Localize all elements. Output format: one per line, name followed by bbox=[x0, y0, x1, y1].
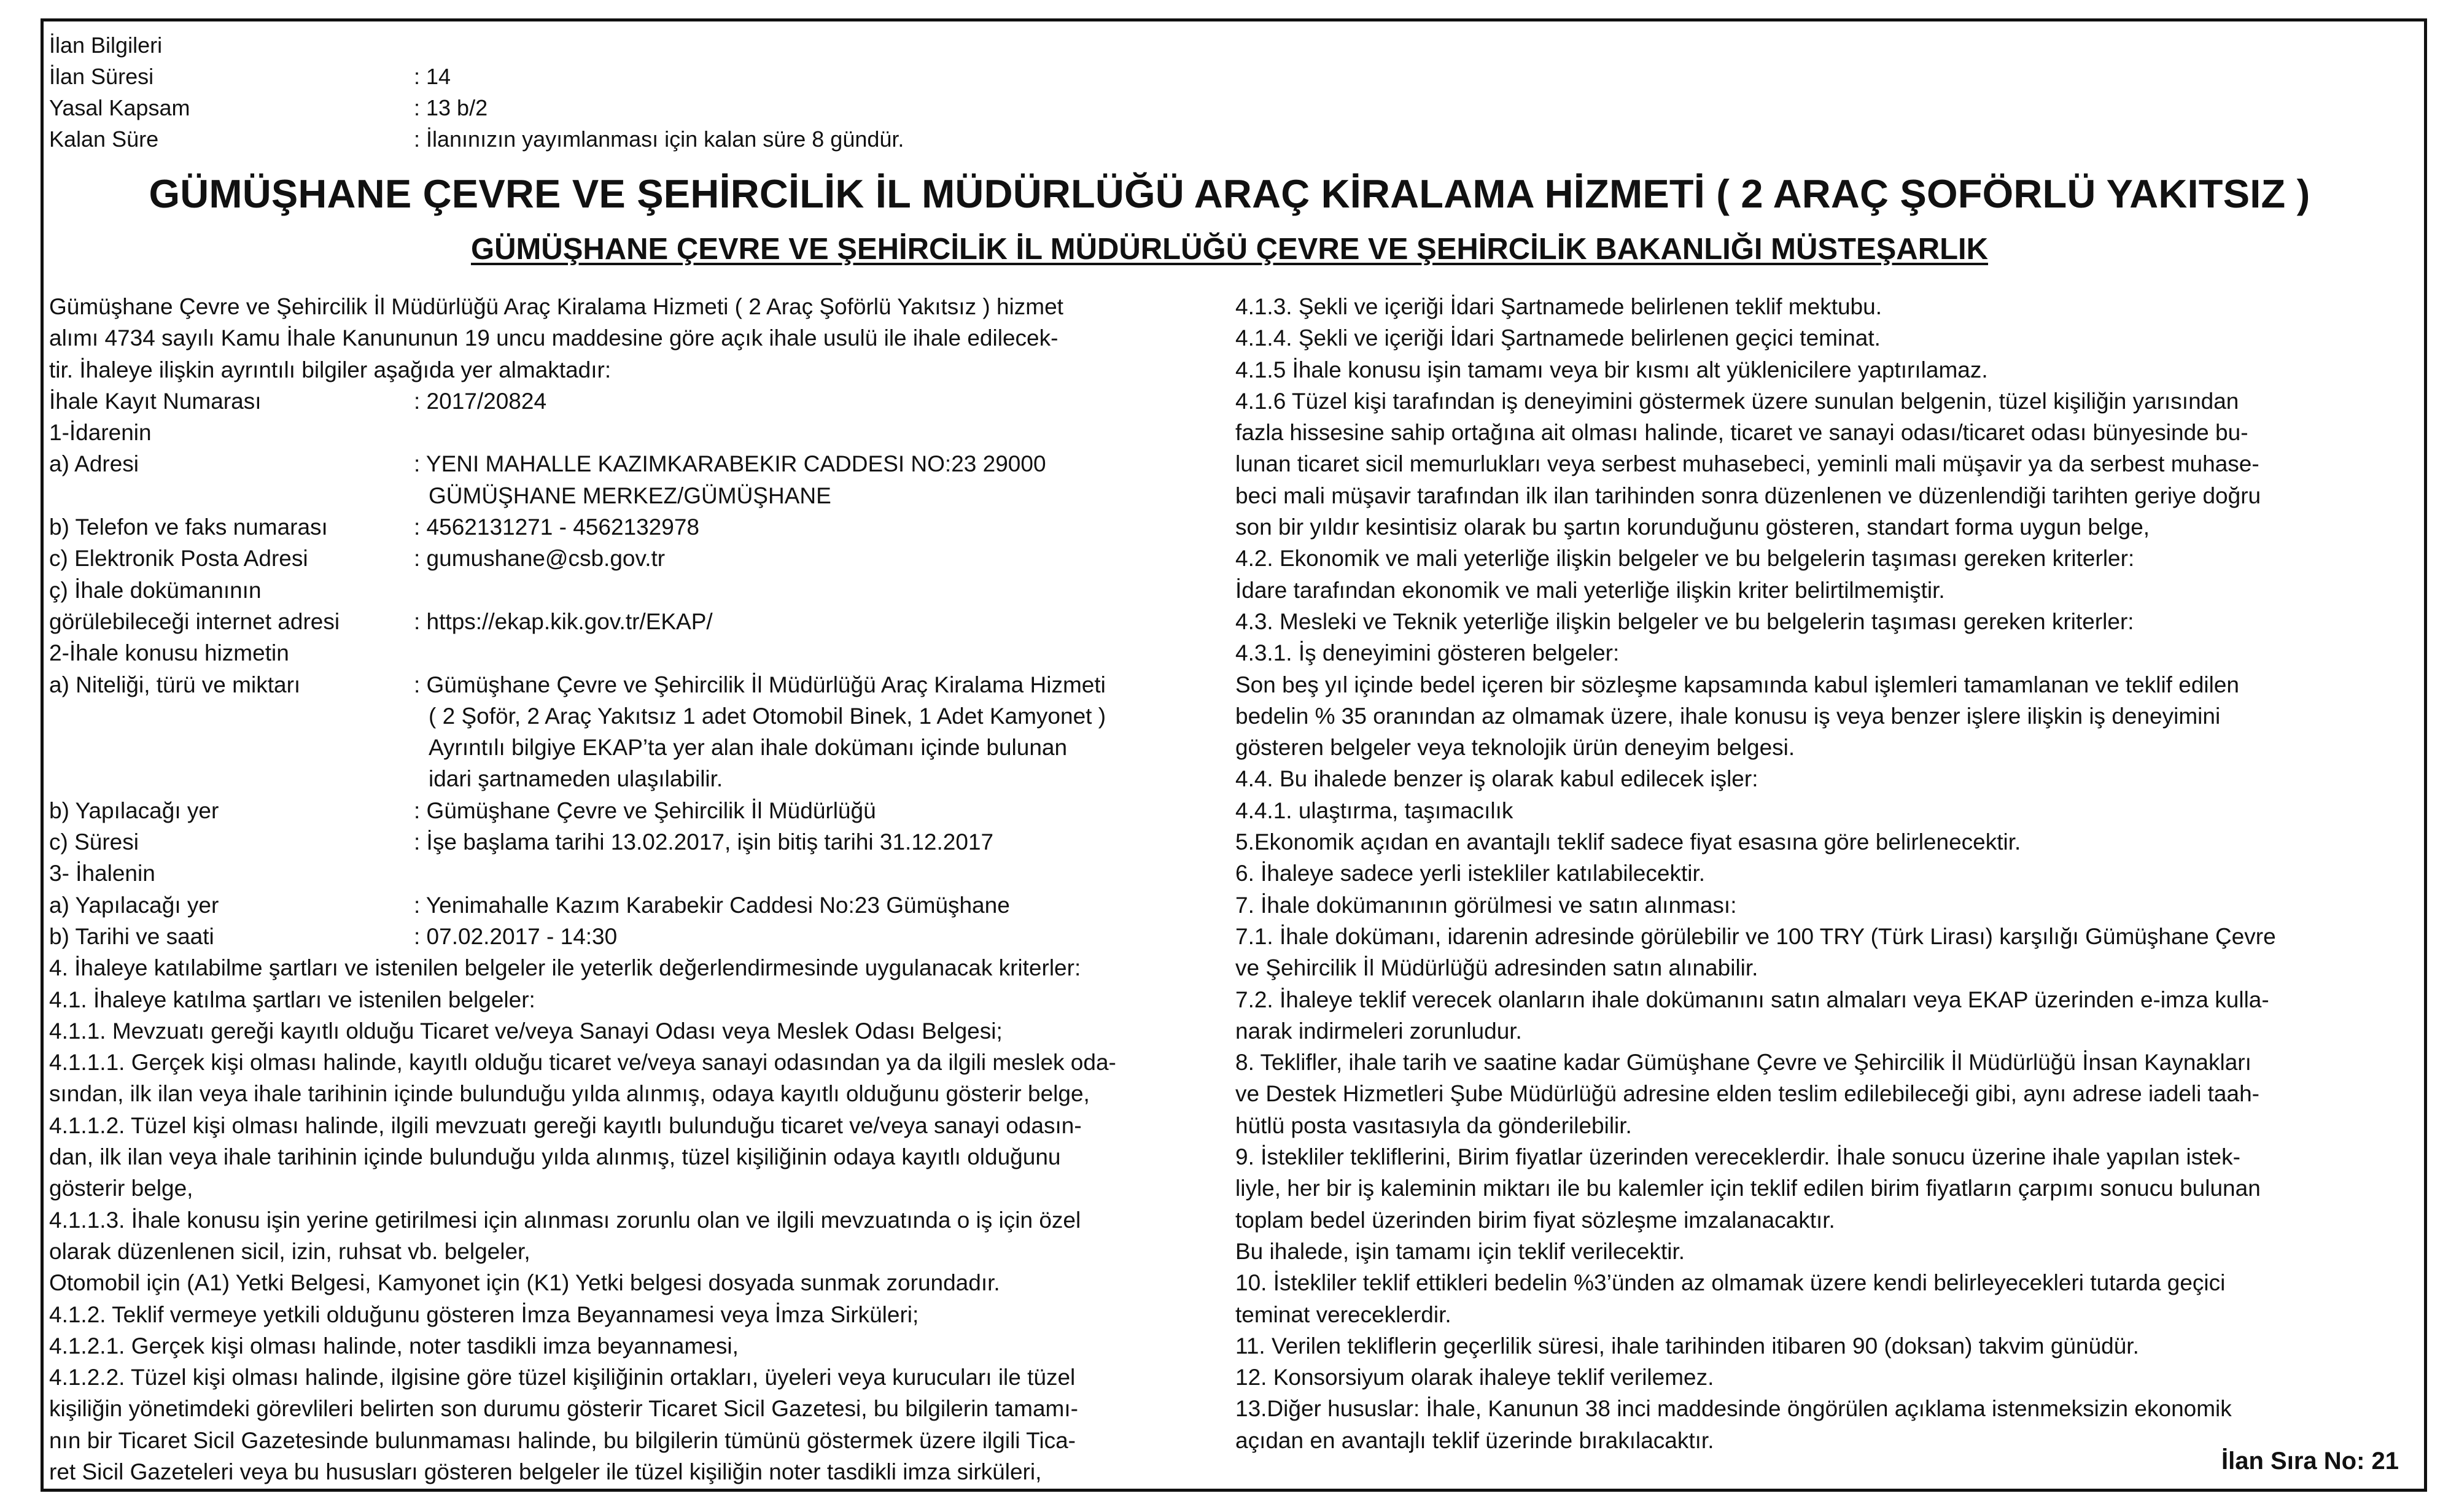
notice-sequence-number: İlan Sıra No: 21 bbox=[2221, 1448, 2399, 1475]
section-heading: 3- İhalenin bbox=[49, 861, 155, 886]
body-line: Bu ihalede, işin tamamı için teklif verilecektir. bbox=[1235, 1238, 1685, 1264]
field-value: : İşe başlama tarihi 13.02.2017, işin bitiş tarihi 31.12.2017 bbox=[414, 829, 994, 855]
info-row-duration bbox=[49, 61, 904, 92]
body-line: liyle, her bir iş kaleminin miktarı ile bu kalemler için teklif edilen birim fiyatların çarpımı sonucu bulunan bbox=[1235, 1176, 2261, 1201]
field-label: b) Tarihi ve saati bbox=[49, 923, 214, 949]
field-label: a) Niteliği, türü ve miktarı bbox=[49, 672, 301, 697]
body-line: lunan ticaret sicil memurlukları veya serbest muhasebeci, yeminli mali müşavir ya da serbest muhase- bbox=[1235, 451, 2259, 477]
body-line: 7. İhale dokümanının görülmesi ve satın alınması: bbox=[1235, 892, 1737, 918]
body-line: nın bir Ticaret Sicil Gazetesinde bulunmaması halinde, bu bilgilerin tümünü göstermek üzere ilgili Tica- bbox=[49, 1427, 1076, 1453]
body-line: 8. Teklifler, ihale tarih ve saatine kadar Gümüşhane Çevre ve Şehircilik İl Müdürlüğü İnsan Kaynakları bbox=[1235, 1050, 2251, 1076]
notice-info bbox=[49, 29, 904, 155]
body-line: 4.4.1. ulaştırma, taşımacılık bbox=[1235, 797, 1513, 823]
section-heading: 2-İhale konusu hizmetin bbox=[49, 640, 289, 666]
field-value: : Gümüşhane Çevre ve Şehircilik İl Müdürlüğü Araç Kiralama Hizmeti bbox=[414, 672, 1106, 697]
field-label: a) Yapılacağı yer bbox=[49, 892, 219, 918]
body-line: 4.1.2.1. Gerçek kişi olması halinde, noter tasdikli imza beyannamesi, bbox=[49, 1333, 739, 1359]
field-label: b) Yapılacağı yer bbox=[49, 797, 219, 823]
body-line: 11. Verilen tekliflerin geçerlilik süresi, ihale tarihinden itibaren 90 (doksan) takvim günüdür. bbox=[1235, 1333, 2139, 1359]
email-value[interactable]: : gumushane@csb.gov.tr bbox=[414, 546, 666, 572]
field-value: : Yenimahalle Kazım Karabekir Caddesi No:23 Gümüşhane bbox=[414, 892, 1010, 918]
body-line: 12. Konsorsiyum olarak ihaleye teklif verilemez. bbox=[1235, 1365, 1714, 1390]
body-line: beci mali müşavir tarafından ilk ilan tarihinden sonra düzenlenen ve düzenlendiği tarihten geriye doğru bbox=[1235, 483, 2261, 508]
body-line: Son beş yıl içinde bedel içeren bir sözleşme kapsamında kabul işlemleri tamamlanan ve teklif edilen bbox=[1235, 672, 2239, 697]
telefon-row bbox=[49, 511, 1219, 543]
body-line: 10. İstekliler teklif ettikleri bedelin %3’ünden az olmamak üzere kendi belirleyecekleri tutarda geçici bbox=[1235, 1270, 2226, 1296]
body-line: 4.1.4. Şekli ve içeriği İdari Şartnamede belirlenen geçici teminat. bbox=[1235, 325, 1881, 351]
field-value: : Gümüşhane Çevre ve Şehircilik İl Müdürlüğü bbox=[414, 797, 876, 823]
field-label: İhale Kayıt Numarası bbox=[49, 388, 262, 414]
ihale-yer-row bbox=[49, 890, 1219, 921]
body-line: fazla hissesine sahip ortağına ait olması halinde, ticaret ve sanayi odası/ticaret odası bünyesinde bu- bbox=[1235, 420, 2248, 446]
body-line: 4.1.6 Tüzel kişi tarafından iş deneyimini göstermek üzere sunulan belgenin, tüzel kişiliğin yarısından bbox=[1235, 388, 2239, 414]
field-value: : 4562131271 - 4562132978 bbox=[414, 514, 699, 540]
info-value: : 14 bbox=[414, 64, 451, 89]
body-line: 6. İhaleye sadece yerli istekliler katılabilecektir. bbox=[1235, 861, 1706, 886]
body-line: 5.Ekonomik açıdan en avantajlı teklif sadece fiyat esasına göre belirlenecektir. bbox=[1235, 829, 2021, 855]
intro-line: alımı 4734 sayılı Kamu İhale Kanununun 19 uncu maddesine göre açık ihale usulü ile ihale edilecek- bbox=[49, 325, 1059, 351]
field-label: görülebileceği internet adresi bbox=[49, 608, 340, 634]
body-line: 7.2. İhaleye teklif verecek olanların ihale dokümanını satın almaları veya EKAP üzerinden e-imza kulla- bbox=[1235, 987, 2269, 1012]
body-line: 4.1.5 İhale konusu işin tamamı veya bir kısmı alt yüklenicilere yaptırılamaz. bbox=[1235, 357, 1988, 382]
body-line: 4.1.2.2. Tüzel kişi olması halinde, ilgisine göre tüzel kişiliğinin ortakları, üyeleri veya kurucuları ile tüzel bbox=[49, 1365, 1076, 1390]
body-line: gösterir belge, bbox=[49, 1176, 193, 1201]
body-line: ve Destek Hizmetleri Şube Müdürlüğü adresine elden teslim edilebileceği gibi, aynı adrese iadeli taah- bbox=[1235, 1081, 2259, 1107]
field-value: : 07.02.2017 - 14:30 bbox=[414, 923, 618, 949]
field-value-cont: GÜMÜŞHANE MERKEZ/GÜMÜŞHANE bbox=[429, 483, 831, 508]
field-label: ç) İhale dokümanının bbox=[49, 577, 262, 603]
info-label: İlan Süresi bbox=[49, 64, 154, 89]
info-value: : 13 b/2 bbox=[414, 95, 488, 120]
body-line: 4.4. Bu ihalede benzer iş olarak kabul edilecek işler: bbox=[1235, 766, 1758, 792]
body-line: narak indirmeleri zorunludur. bbox=[1235, 1018, 1522, 1044]
ihale-tarih-row bbox=[49, 921, 1219, 952]
field-label: a) Adresi bbox=[49, 451, 139, 477]
body-line: olarak düzenlenen sicil, izin, ruhsat vb. belgeler, bbox=[49, 1238, 530, 1264]
body-line: ret Sicil Gazeteleri veya bu hususları gösteren belgeler ile tüzel kişiliğin noter tasdikli imza sirküleri, bbox=[49, 1459, 1042, 1484]
field-label: b) Telefon ve faks numarası bbox=[49, 514, 328, 540]
body-line: 7.1. İhale dokümanı, idarenin adresinde görülebilir ve 100 TRY (Türk Lirası) karşılığı Gümüşhane Çevre bbox=[1235, 923, 2276, 949]
section-heading: 1-İdarenin bbox=[49, 420, 152, 446]
notice-title: GÜMÜŞHANE ÇEVRE VE ŞEHİRCİLİK İL MÜDÜRLÜĞÜ ARAÇ KİRALAMA HİZMETİ ( 2 ARAÇ ŞOFÖRLÜ YAKITSIZ ) bbox=[149, 171, 2310, 216]
field-value-cont: idari şartnameden ulaşılabilir. bbox=[429, 766, 723, 792]
nitelik-row bbox=[49, 669, 1219, 700]
body-line: 4.1.2. Teklif vermeye yetkili olduğunu gösteren İmza Beyannamesi veya İmza Sirküleri; bbox=[49, 1301, 919, 1327]
adres-row bbox=[49, 448, 1219, 479]
info-label: Yasal Kapsam bbox=[49, 95, 190, 120]
info-label: Kalan Süre bbox=[49, 126, 159, 152]
body-line: hütlü posta vasıtasıyla da gönderilebilir. bbox=[1235, 1112, 1632, 1138]
body-line: bedelin % 35 oranından az olmamak üzere, ihale konusu iş veya benzer işlere ilişkin iş deneyimini bbox=[1235, 703, 2221, 729]
field-value-cont: Ayrıntılı bilgiye EKAP’ta yer alan ihale dokümanı içinde bulunan bbox=[429, 735, 1068, 761]
body-line: Otomobil için (A1) Yetki Belgesi, Kamyonet için (K1) Yetki belgesi dosyada sunmak zorundadır. bbox=[49, 1270, 1000, 1296]
intro-line: Gümüşhane Çevre ve Şehircilik İl Müdürlüğü Araç Kiralama Hizmeti ( 2 Araç Şoförlü Yakıtsız ) hizmet bbox=[49, 294, 1063, 319]
right-column bbox=[1235, 291, 2396, 1456]
field-label: c) Elektronik Posta Adresi bbox=[49, 546, 308, 572]
info-row-remaining bbox=[49, 123, 904, 155]
eposta-row bbox=[49, 543, 1219, 574]
body-line: son bir yıldır kesintisiz olarak bu şartın korunduğunu gösteren, standart forma uygun belge, bbox=[1235, 514, 2150, 540]
body-line: açıdan en avantajlı teklif üzerinde bırakılacaktır. bbox=[1235, 1427, 1714, 1453]
field-value-cont: ( 2 Şoför, 2 Araç Yakıtsız 1 adet Otomobil Binek, 1 Adet Kamyonet ) bbox=[429, 703, 1106, 729]
body-line: dan, ilk ilan veya ihale tarihinin içinde bulunduğu yılda alınmış, tüzel kişiliğinin odaya kayıtlı olduğunu bbox=[49, 1144, 1061, 1170]
body-line: 4.1. İhaleye katılma şartları ve istenilen belgeler: bbox=[49, 987, 535, 1012]
info-row-scope bbox=[49, 92, 904, 123]
body-line: 4.1.3. Şekli ve içeriği İdari Şartnamede belirlenen teklif mektubu. bbox=[1235, 294, 1882, 319]
info-heading: İlan Bilgileri bbox=[49, 33, 163, 58]
dokuman-row bbox=[49, 606, 1219, 637]
intro-line: tir. İhaleye ilişkin ayrıntılı bilgiler aşağıda yer almaktadır: bbox=[49, 357, 612, 382]
body-line: teminat vereceklerdir. bbox=[1235, 1301, 1451, 1327]
body-line: İdare tarafından ekonomik ve mali yeterliğe ilişkin kriter belirtilmemiştir. bbox=[1235, 577, 1945, 603]
field-label: c) Süresi bbox=[49, 829, 139, 855]
body-line: 4.1.1.3. İhale konusu işin yerine getirilmesi için alınması zorunlu olan ve ilgili mevzuatında o iş için özel bbox=[49, 1207, 1081, 1233]
info-value: : İlanınızın yayımlanması için kalan süre 8 gündür. bbox=[414, 126, 904, 152]
body-line: toplam bedel üzerinden birim fiyat sözleşme imzalanacaktır. bbox=[1235, 1207, 1835, 1233]
body-line: 4.1.1. Mevzuatı gereği kayıtlı olduğu Ticaret ve/veya Sanayi Odası veya Meslek Odası Belgesi; bbox=[49, 1018, 1003, 1044]
url-value[interactable]: : https://ekap.kik.gov.tr/EKAP/ bbox=[414, 608, 713, 634]
body-line: gösteren belgeler veya teknolojik ürün deneyim belgesi. bbox=[1235, 735, 1795, 761]
body-line: 4.3.1. İş deneyimini gösteren belgeler: bbox=[1235, 640, 1620, 666]
body-line: kişiliğin yönetimdeki görevlileri belirten son durumu gösterir Ticaret Sicil Gazetesi, bu bilgilerin tamamı- bbox=[49, 1396, 1078, 1422]
body-line: ve Şehircilik İl Müdürlüğü adresinden satın alınabilir. bbox=[1235, 955, 1758, 981]
notice-subtitle: GÜMÜŞHANE ÇEVRE VE ŞEHİRCİLİK İL MÜDÜRLÜĞÜ ÇEVRE VE ŞEHİRCİLİK BAKANLIĞI MÜSTEŞARLIK bbox=[470, 233, 1989, 266]
body-line: 4. İhaleye katılabilme şartları ve istenilen belgeler ile yeterlik değerlendirmesinde uygulanacak kriterler: bbox=[49, 955, 1081, 981]
body-line: sından, ilk ilan veya ihale tarihinin içinde bulunduğu yılda alınmış, odaya kayıtlı olduğunu gösterir belge, bbox=[49, 1081, 1090, 1107]
body-line: 4.3. Mesleki ve Teknik yeterliğe ilişkin belgeler ve bu belgelerin taşıması gereken kriterler: bbox=[1235, 608, 2134, 634]
suresi-row bbox=[49, 826, 1219, 858]
body-line: 4.1.1.2. Tüzel kişi olması halinde, ilgili mevzuatı gereği kayıtlı bulunduğu ticaret ve/veya sanayi odasın- bbox=[49, 1112, 1082, 1138]
left-column bbox=[49, 291, 1219, 1487]
field-value: : 2017/20824 bbox=[414, 388, 547, 414]
body-line: 4.2. Ekonomik ve mali yeterliğe ilişkin belgeler ve bu belgelerin taşıması gereken kriterler: bbox=[1235, 546, 2135, 572]
kayit-row bbox=[49, 386, 1219, 417]
body-line: 9. İstekliler tekliflerini, Birim fiyatlar üzerinden vereceklerdir. İhale sonucu üzerine ihale yapılan istek- bbox=[1235, 1144, 2240, 1170]
body-line: 4.1.1.1. Gerçek kişi olması halinde, kayıtlı olduğu ticaret ve/veya sanayi odasından ya da ilgili meslek oda- bbox=[49, 1050, 1116, 1076]
body-line: 13.Diğer hususlar: İhale, Kanunun 38 inci maddesinde öngörülen açıklama istenmeksizin ekonomik bbox=[1235, 1396, 2232, 1422]
yer-row bbox=[49, 795, 1219, 826]
field-value: : YENI MAHALLE KAZIMKARABEKIR CADDESI NO:23 29000 bbox=[414, 451, 1046, 477]
